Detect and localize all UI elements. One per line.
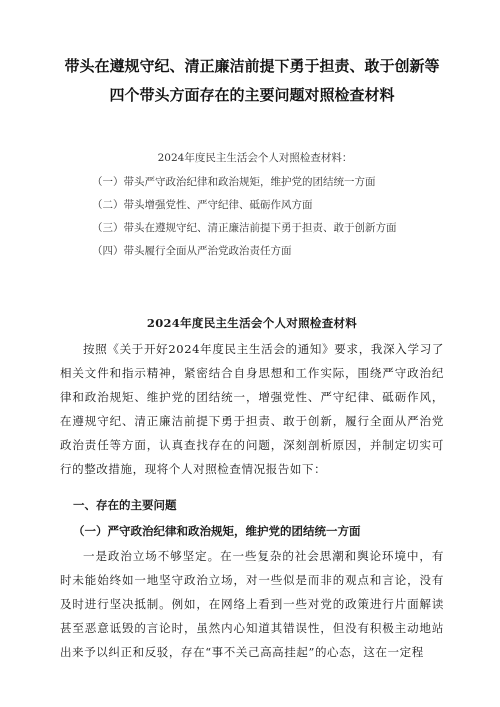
body-paragraph: 一是政治立场不够坚定。在一些复杂的社会思潮和舆论环境中，有时未能始终如一地坚守政治立场，对一些似是而非的观点和言论，没有及时进行坚决抵制。例如，在网络上看到一些对党的政策进行片面解读甚至恶意诋毁的言论时，虽然内心知道其错误性，但没有积极主动地站出来予以纠正和反驳，存在“事不关己高高挂起”的心态，这在一定程 xyxy=(60,548,444,659)
table-of-contents xyxy=(60,150,444,263)
subsection-heading: （一）严守政治纪律和政治规矩，维护党的团结统一方面 xyxy=(73,523,361,538)
toc-item: （三）带头在遵规守纪、清正廉洁前提下勇于担责、敢于创新方面 xyxy=(92,222,397,234)
document-title: 带头在遵规守纪、清正廉洁前提下勇于担责、敢于创新等四个带头方面存在的主要问题对照检查材料 xyxy=(64,57,440,104)
material-title: 2024年度民主生活会个人对照检查材料 xyxy=(146,316,358,330)
intro-paragraph: 按照《关于开好2024年度民主生活会的通知》要求，我深入学习了相关文件和指示精神，紧密结合自身思想和工作实际，围绕严守政治纪律和政治规矩、维护党的团结统一，增强党性、严守纪律、砥砺作风，在遵规守纪、清正廉洁前提下勇于担责、敢于创新，履行全面从严治党政治责任等方面，认真查找存在的问题，深刻剖析原因，并制定切实可行的整改措施，现将个人对照检查情况报告如下： xyxy=(60,342,444,476)
toc-item: （一）带头严守政治纪律和政治规矩，维护党的团结统一方面 xyxy=(92,176,376,188)
toc-item: （四）带头履行全面从严治党政治责任方面 xyxy=(92,245,292,257)
section-heading: 一、存在的主要问题 xyxy=(73,497,177,512)
toc-heading: 2024年度民主生活会个人对照检查材料： xyxy=(157,152,353,164)
toc-item: （二）带头增强党性、严守纪律、砥砺作风方面 xyxy=(92,199,313,211)
